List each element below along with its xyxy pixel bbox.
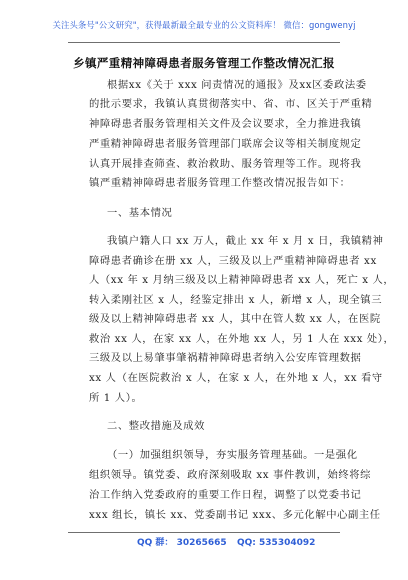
footer-qq-number: QQ: 535304092 bbox=[237, 538, 316, 548]
document-title: 乡镇严重精神障碍患者服务管理工作整改情况汇报 bbox=[73, 56, 335, 70]
footer-divider bbox=[68, 532, 340, 533]
body-line: 镇严重精神障碍患者服务管理工作整改情况报告如下： bbox=[89, 177, 351, 189]
body-line: 级及以上精神障碍患者 xx 人，其中在管人数 xx 人，在医院 bbox=[89, 313, 381, 325]
header-banner: 关注头条号"公文研究"，获得最新最全最专业的公文资料库！ 微信：gongwenyj bbox=[52, 20, 356, 30]
body-line: 组织领导。镇党委、政府深刻吸取 xx 事件教训，始终将综 bbox=[89, 469, 372, 481]
body-line: 所 1 人）。 bbox=[89, 392, 143, 404]
section-heading: 二、整改措施及成效 bbox=[107, 420, 206, 432]
body-line: 障碍患者确诊在册 xx 人，三级及以上严重精神障碍患者 xx bbox=[89, 255, 377, 267]
body-line: 治工作纳入党委政府的重要工作日程，调整了以党委书记 bbox=[89, 489, 362, 501]
body-line: 根据xx《关于 xxx 问责情况的通报》及xx区委政法委 bbox=[107, 79, 367, 91]
body-line: 转入柔刚社区 x 人，经鉴定排出 x 人，新增 x 人，现全镇三 bbox=[89, 294, 383, 306]
body-line: 我镇户籍人口 xx 万人，截止 xx 年 x 月 x 日，我镇精神 bbox=[107, 235, 384, 247]
body-line: 神障碍患者服务管理相关文件及会议要求，全力推进我镇 bbox=[89, 118, 362, 130]
body-line: 的批示要求，我镇认真贯彻落实中、省、市、区关于严重精 bbox=[89, 98, 373, 110]
body-line: 认真开展排查筛查、救治救助、服务管理等工作。现将我 bbox=[89, 158, 362, 170]
body-line: 严重精神障碍患者服务管理部门联席会议等相关制度规定 bbox=[89, 138, 362, 150]
section-heading: 一、基本情况 bbox=[107, 207, 173, 219]
body-line: 三级及以上易肇事肇祸精神障碍患者纳入公安库管理数据 bbox=[89, 352, 362, 364]
header-divider bbox=[68, 42, 340, 43]
footer-qq-group: QQ 群： 30265665 bbox=[137, 538, 227, 548]
body-line: （一）加强组织领导，夯实服务管理基础。一是强化 bbox=[107, 449, 358, 461]
body-line: xxx 组长，镇长 xx、党委副书记 xxx、多元化解中心副主任 bbox=[89, 509, 381, 521]
body-line: 人（xx 年 x 月纳三级及以上精神障碍患者 xx 人，死亡 x 人， bbox=[89, 274, 395, 286]
body-line: xx 人（在医院救治 x 人，在家 x 人，在外地 x 人，xx 看守 bbox=[89, 372, 383, 384]
body-line: 救治 xx 人，在家 xx 人，在外地 xx 人，另 1 人在 xxx 处）， bbox=[89, 333, 395, 345]
